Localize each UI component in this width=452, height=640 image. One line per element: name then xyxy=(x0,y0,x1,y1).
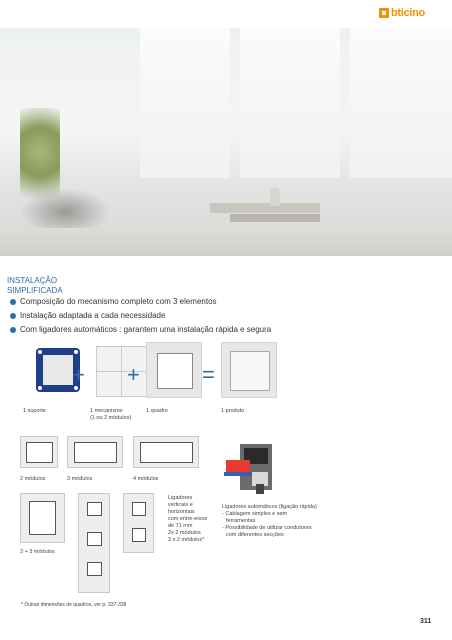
window-panel xyxy=(350,28,452,178)
section-title-line2: SIMPLIFICADA xyxy=(7,286,63,295)
section-title xyxy=(7,276,63,296)
frames-note-line: 2x 2 módulos xyxy=(168,530,201,536)
connectors-line: Ligadores automáticos (ligação rápida) xyxy=(222,504,317,510)
connectors-line: - Possibilidade de utilizar condutores xyxy=(222,525,312,531)
product-image xyxy=(221,342,277,398)
caption-mechanism xyxy=(90,408,131,422)
brand-mark-icon xyxy=(379,8,389,18)
frame-opening xyxy=(132,502,146,516)
section-title-line1: INSTALAÇÃO xyxy=(7,276,58,285)
frames-note-line: Ligadores xyxy=(168,495,193,501)
frame-opening xyxy=(87,562,102,576)
floor-image xyxy=(0,228,452,256)
stones-image xyxy=(20,188,110,228)
shelf-image xyxy=(210,203,320,213)
frame-opening xyxy=(87,502,102,516)
shelf-base-image xyxy=(230,214,320,222)
frame-image xyxy=(146,342,202,398)
bullet-text: Instalação adaptada a cada necessidade xyxy=(20,311,166,320)
frame-3x3-modules xyxy=(20,493,65,543)
caption-3-modules: 3 módulos xyxy=(67,476,93,482)
frame-opening xyxy=(132,528,146,542)
frame-opening xyxy=(87,532,102,546)
vase-image xyxy=(270,188,280,206)
frame-3-modules xyxy=(67,436,123,468)
equals-icon: = xyxy=(202,362,215,387)
caption-mechanism-line2: (1 ou 2 módulos) xyxy=(90,415,132,421)
bullet-dot-icon xyxy=(10,327,16,333)
frames-note-line: horizontais xyxy=(168,509,195,515)
frames-note-line: verticais e xyxy=(168,502,193,508)
bullet-dot-icon xyxy=(10,299,16,305)
frame-opening xyxy=(26,442,53,463)
frame-2-modules xyxy=(20,436,58,468)
mechanism-image xyxy=(93,342,149,398)
caption-support: 1 suporte xyxy=(23,408,46,414)
frame-vertical-3 xyxy=(78,493,110,593)
caption-3x3-modules: 3 + 3 módulos xyxy=(20,549,55,555)
connectors-text xyxy=(222,504,317,539)
connectors-line: - Cablagem simples e sem xyxy=(222,511,288,517)
frames-note xyxy=(168,495,207,544)
brand-name: bticino xyxy=(391,7,425,19)
connectors-line: com diferentes secções xyxy=(226,532,284,538)
caption-2-modules: 2 módulos xyxy=(20,476,46,482)
plus-icon: + xyxy=(72,362,85,387)
footnote: * Outras dimensões de quadros, ver p. 337-338 xyxy=(21,602,127,608)
hero-photo xyxy=(0,28,452,256)
frame-opening xyxy=(140,442,193,463)
frame-opening xyxy=(74,442,117,463)
connector-image xyxy=(222,438,282,498)
frame-4-modules xyxy=(133,436,199,468)
window-panel xyxy=(240,28,340,178)
caption-4-modules: 4 módulos xyxy=(133,476,159,482)
bullet-item xyxy=(10,311,165,320)
window-panel xyxy=(140,28,230,178)
frame-opening xyxy=(29,501,56,535)
plus-icon: + xyxy=(127,362,140,387)
bullet-item xyxy=(10,297,217,306)
bullet-text: Com ligadores automáticos : garantem uma instalação rápida e segura xyxy=(20,325,272,334)
frames-note-line: com entre-eixos xyxy=(168,516,208,522)
bullet-text: Composição do mecanismo completo com 3 elementos xyxy=(20,297,217,306)
caption-product: 1 produto xyxy=(221,408,245,414)
frames-note-line: de 71 mm xyxy=(168,523,193,529)
frames-note-line: 3 x 2 módulos* xyxy=(168,537,205,543)
connectors-line: ferramentas xyxy=(226,518,256,524)
caption-mechanism-line1: 1 mecanismo xyxy=(90,408,123,414)
caption-frame: 1 quadro xyxy=(146,408,168,414)
bullet-item xyxy=(10,325,271,334)
bullet-dot-icon xyxy=(10,313,16,319)
page-number: 311 xyxy=(420,618,432,625)
frame-vertical-2 xyxy=(123,493,154,553)
brand-logo xyxy=(379,7,435,19)
